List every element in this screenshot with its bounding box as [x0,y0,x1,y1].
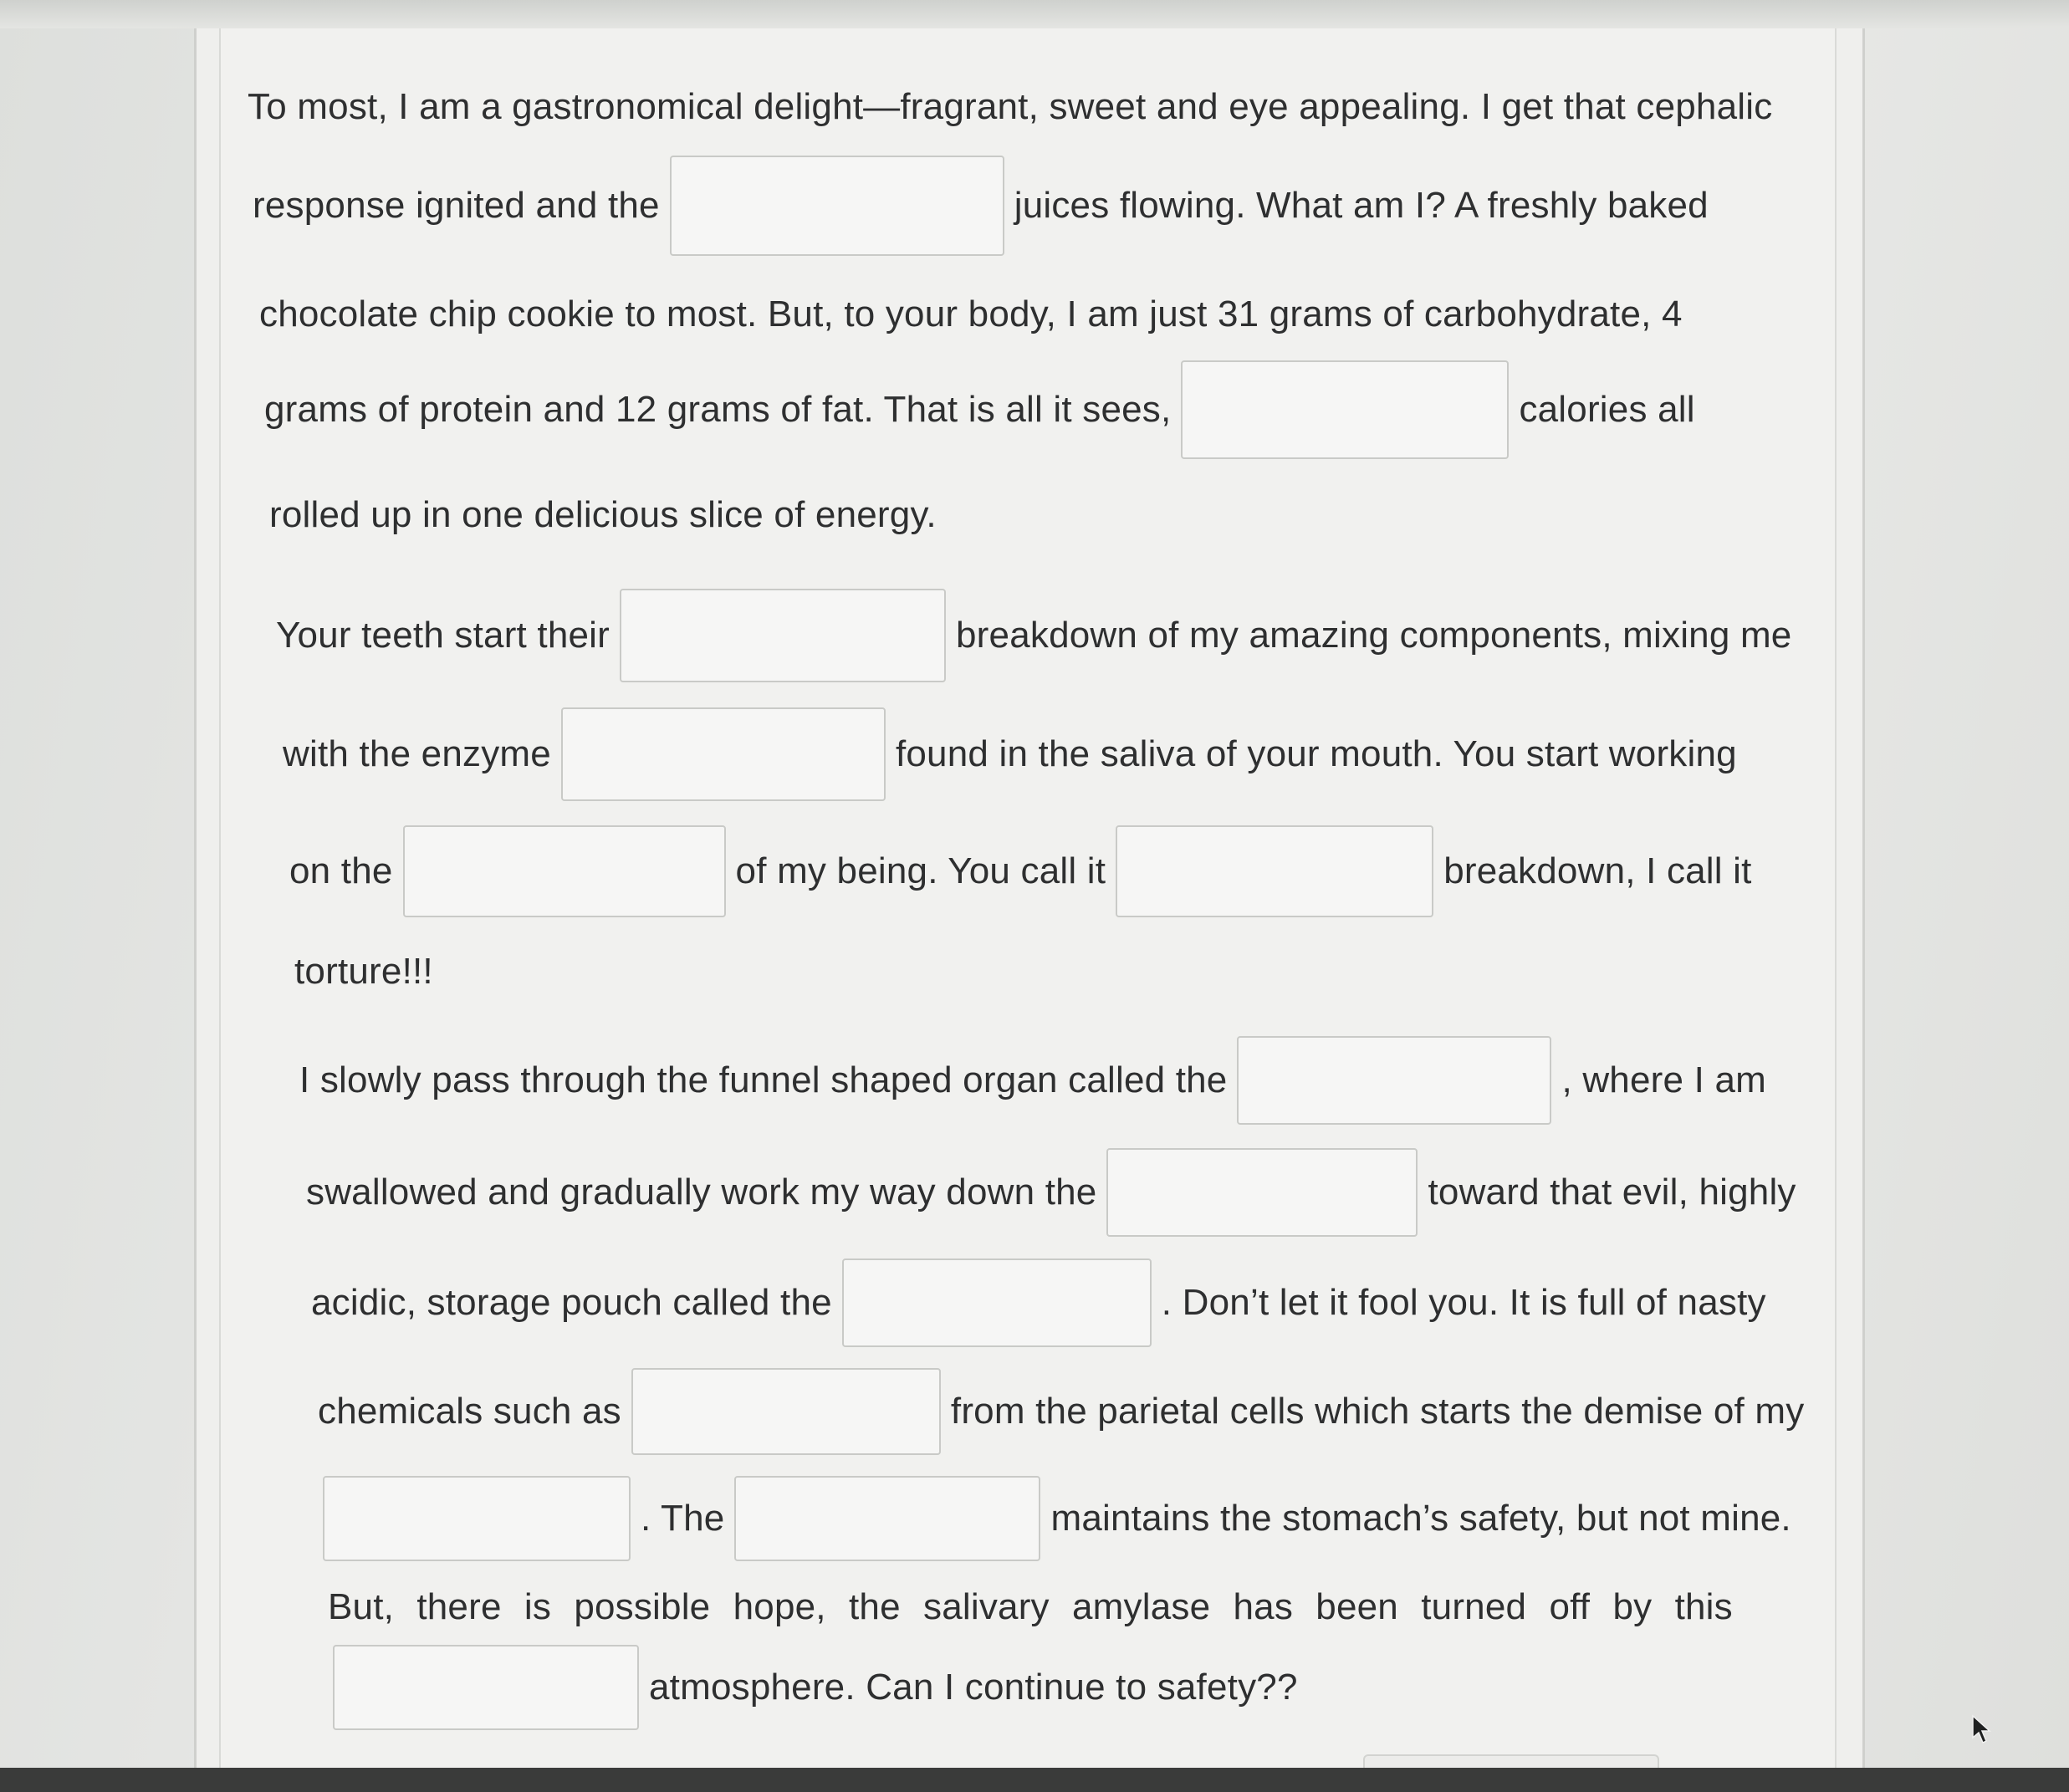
passage-text: chocolate chip cookie to most. But, to your body, I am just 31 grams of carbohydrate, 4 [259,294,1683,334]
passage-text: To most, I am a gastronomical delight—fragrant, sweet and eye appealing. I get that cephalic [248,86,1773,127]
passage-word: is [524,1586,552,1627]
answer-blank-10[interactable] [631,1368,941,1455]
passage-word: this [1674,1586,1733,1627]
passage-line [248,57,1806,157]
passage-text: chemicals such as [318,1391,621,1432]
passage-word: has [1233,1586,1294,1627]
passage-text: swallowed and gradually work my way down the [306,1172,1097,1213]
passage-word: turned [1421,1586,1527,1627]
answer-blank-1[interactable] [670,156,1004,256]
answer-blank-3[interactable] [620,589,946,682]
passage-text: . The [641,1498,725,1539]
passage-text: with the enzyme [283,733,551,774]
answer-blank-13[interactable] [333,1645,639,1730]
passage-text: . Don’t let it fool you. It is full of nasty [1161,1282,1766,1323]
answer-blank-6[interactable] [1116,825,1433,917]
passage-text: torture!!! [294,951,433,992]
passage-line [276,585,1791,686]
answer-blank-9[interactable] [842,1258,1152,1347]
passage-text: breakdown, I call it [1443,850,1752,891]
answer-blank-12[interactable] [734,1476,1040,1561]
passage-word: been [1315,1586,1398,1627]
passage-text: Your teeth start their [276,615,610,656]
passage-line [311,1253,1766,1353]
passage-text: rolled up in one delicious slice of energy. [269,494,937,535]
answer-blank-8[interactable] [1106,1148,1418,1237]
passage-line [289,821,1752,922]
passage-word: there [416,1586,502,1627]
passage-text: toward that evil, highly [1428,1172,1796,1213]
passage-line [299,1030,1766,1131]
passage-line [259,264,1683,365]
passage-line [313,1468,1791,1569]
passage-line [264,360,1695,460]
passage-line [323,1637,1298,1738]
passage-line [306,1142,1796,1243]
answer-blank-2[interactable] [1181,360,1509,459]
passage-text: I slowly pass through the funnel shaped organ called the [299,1059,1228,1100]
bottom-bezel [0,1768,2069,1792]
passage-line [318,1361,1804,1462]
passage-line [269,465,937,565]
answer-blank-4[interactable] [561,707,886,801]
passage-word: But, [328,1586,395,1627]
passage-line [294,922,433,1022]
answer-blank-11[interactable] [323,1476,631,1561]
passage-text: breakdown of my amazing components, mixing me [956,615,1792,656]
passage-text: from the parietal cells which starts the demise of my [950,1391,1805,1432]
passage-text: maintains the stomach’s safety, but not mine. [1050,1498,1791,1539]
passage-line [283,704,1737,804]
passage-line [253,156,1709,256]
mouse-cursor-icon [1969,1713,1995,1746]
passage-text: found in the saliva of your mouth. You start working [895,733,1737,774]
passage-word: the [848,1586,901,1627]
passage-text: calories all [1519,389,1695,430]
passage-text: response ignited and the [253,185,660,226]
answer-blank-7[interactable] [1237,1036,1551,1125]
passage-text: on the [289,850,393,891]
passage-word: off [1549,1586,1591,1627]
passage-text: atmosphere. Can I continue to safety?? [649,1667,1298,1708]
passage-word: amylase [1072,1586,1211,1627]
answer-blank-5[interactable] [403,825,726,917]
passage-word: salivary [923,1586,1050,1627]
window-top-edge [0,0,2069,28]
passage-word: hope, [733,1586,826,1627]
passage-word: possible [574,1586,711,1627]
passage-text: grams of protein and 12 grams of fat. That is all it sees, [264,389,1172,430]
passage-word: by [1612,1586,1653,1627]
passage-text: of my being. You call it [735,850,1106,891]
passage-text: , where I am [1561,1059,1766,1100]
passage-text: acidic, storage pouch called the [311,1282,832,1323]
passage-text: juices flowing. What am I? A freshly baked [1014,185,1709,226]
